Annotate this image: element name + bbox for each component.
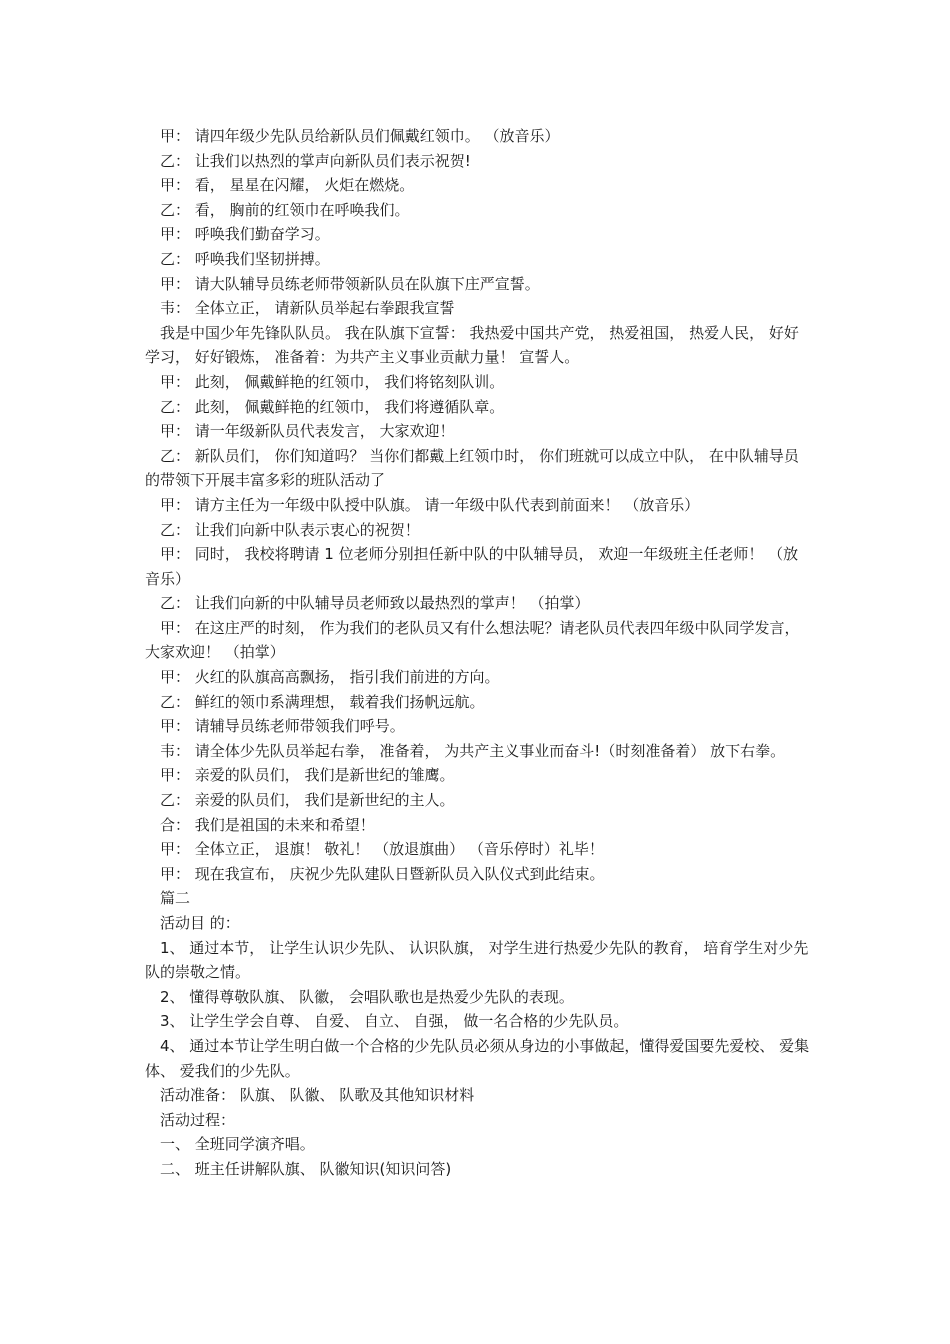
paragraph: 甲： 请一年级新队员代表发言， 大家欢迎！	[160, 422, 455, 441]
paragraph: 乙： 让我们向新的中队辅导员老师致以最热烈的掌声！ （拍掌）	[160, 594, 590, 613]
paragraph: 3、 让学生学会自尊、 自爱、 自立、 自强， 做一名合格的少先队员。	[160, 1012, 629, 1031]
paragraph: 甲： 呼唤我们勤奋学习。	[160, 225, 330, 244]
paragraph: 甲： 火红的队旗高高飘扬， 指引我们前进的方向。	[160, 668, 500, 687]
paragraph: 乙： 鲜红的领巾系满理想， 载着我们扬帆远航。	[160, 692, 485, 711]
paragraph: 二、 班主任讲解队旗、 队徽知识(知识问答)	[160, 1159, 452, 1178]
paragraph: 活动目 的：	[160, 914, 240, 932]
paragraph: 我是中国少年先锋队队员。 我在队旗下宣誓： 我热爱中国共产党， 热爱祖国， 热爱人民， 好好学习， 好好锻炼， 准备着：为共产主义事业贡献力量！ 宣誓人。	[145, 323, 799, 367]
paragraph: 活动准备： 队旗、 队徽、 队歌及其他知识材料	[160, 1086, 475, 1105]
paragraph: 合： 我们是祖国的未来和希望！	[160, 815, 375, 834]
paragraph: 甲： 请四年级少先队员给新队员们佩戴红领巾。 （放音乐）	[160, 127, 560, 145]
paragraph: 甲： 全体立正， 退旗！ 敬礼！ （放退旗曲） （音乐停时）礼毕！	[160, 840, 604, 859]
section-heading: 篇二	[160, 889, 191, 908]
paragraph: 一、 全班同学演齐唱。	[160, 1135, 315, 1154]
paragraph: 乙： 新队员们， 你们知道吗？ 当你们都戴上红领巾时， 你们班就可以成立中队， 在中队辅导员的带领下开展丰富多彩的班队活动了	[145, 446, 799, 490]
paragraph: 韦： 全体立正， 请新队员举起右拳跟我宣誓	[160, 299, 455, 318]
document-body	[145, 124, 813, 1182]
paragraph: 甲： 请辅导员练老师带领我们呼号。	[160, 717, 405, 736]
paragraph: 甲： 此刻， 佩戴鲜艳的红领巾， 我们将铭刻队训。	[160, 372, 505, 391]
paragraph: 甲： 在这庄严的时刻， 作为我们的老队员又有什么想法呢？请老队员代表四年级中队同学发言， 大家欢迎！ （拍掌）	[145, 618, 800, 662]
paragraph: 甲： 请大队辅导员练老师带领新队员在队旗下庄严宣誓。	[160, 274, 540, 293]
paragraph: 甲： 看， 星星在闪耀， 火炬在燃烧。	[160, 176, 415, 195]
paragraph: 乙： 呼唤我们坚韧拼搏。	[160, 249, 330, 268]
paragraph: 4、 通过本节让学生明白做一个合格的少先队员必须从身边的小事做起，懂得爱国要先爱校、 爱集体、 爱我们的少先队。	[145, 1036, 810, 1080]
paragraph: 甲： 同时， 我校将聘请 1 位老师分别担任新中队的中队辅导员， 欢迎一年级班主任老师！ （放音乐）	[145, 545, 799, 588]
paragraph: 乙： 亲爱的队员们， 我们是新世纪的主人。	[160, 791, 455, 810]
paragraph: 2、 懂得尊敬队旗、 队徽， 会唱队歌也是热爱少先队的表现。	[160, 987, 574, 1006]
paragraph: 乙： 看， 胸前的红领巾在呼唤我们。	[160, 200, 410, 219]
paragraph: 乙： 让我们向新中队表示衷心的祝贺！	[160, 520, 420, 539]
paragraph: 乙： 此刻， 佩戴鲜艳的红领巾， 我们将遵循队章。	[160, 397, 505, 416]
paragraph: 甲： 亲爱的队员们， 我们是新世纪的雏鹰。	[160, 766, 455, 785]
paragraph: 甲： 现在我宣布， 庆祝少先队建队日暨新队员入队仪式到此结束。	[160, 864, 605, 883]
paragraph: 乙： 让我们以热烈的掌声向新队员们表示祝贺!	[160, 151, 471, 170]
paragraph: 甲： 请方主任为一年级中队授中队旗。 请一年级中队代表到前面来！ （放音乐）	[160, 495, 700, 514]
paragraph: 韦： 请全体少先队员举起右拳， 准备着， 为共产主义事业而奋斗!（时刻准备着） 放下右拳。	[160, 741, 786, 760]
paragraph: 1、 通过本节， 让学生认识少先队、 认识队旗， 对学生进行热爱少先队的教育， 培育学生对少先队的崇敬之情。	[145, 938, 809, 982]
paragraph: 活动过程：	[160, 1110, 236, 1129]
